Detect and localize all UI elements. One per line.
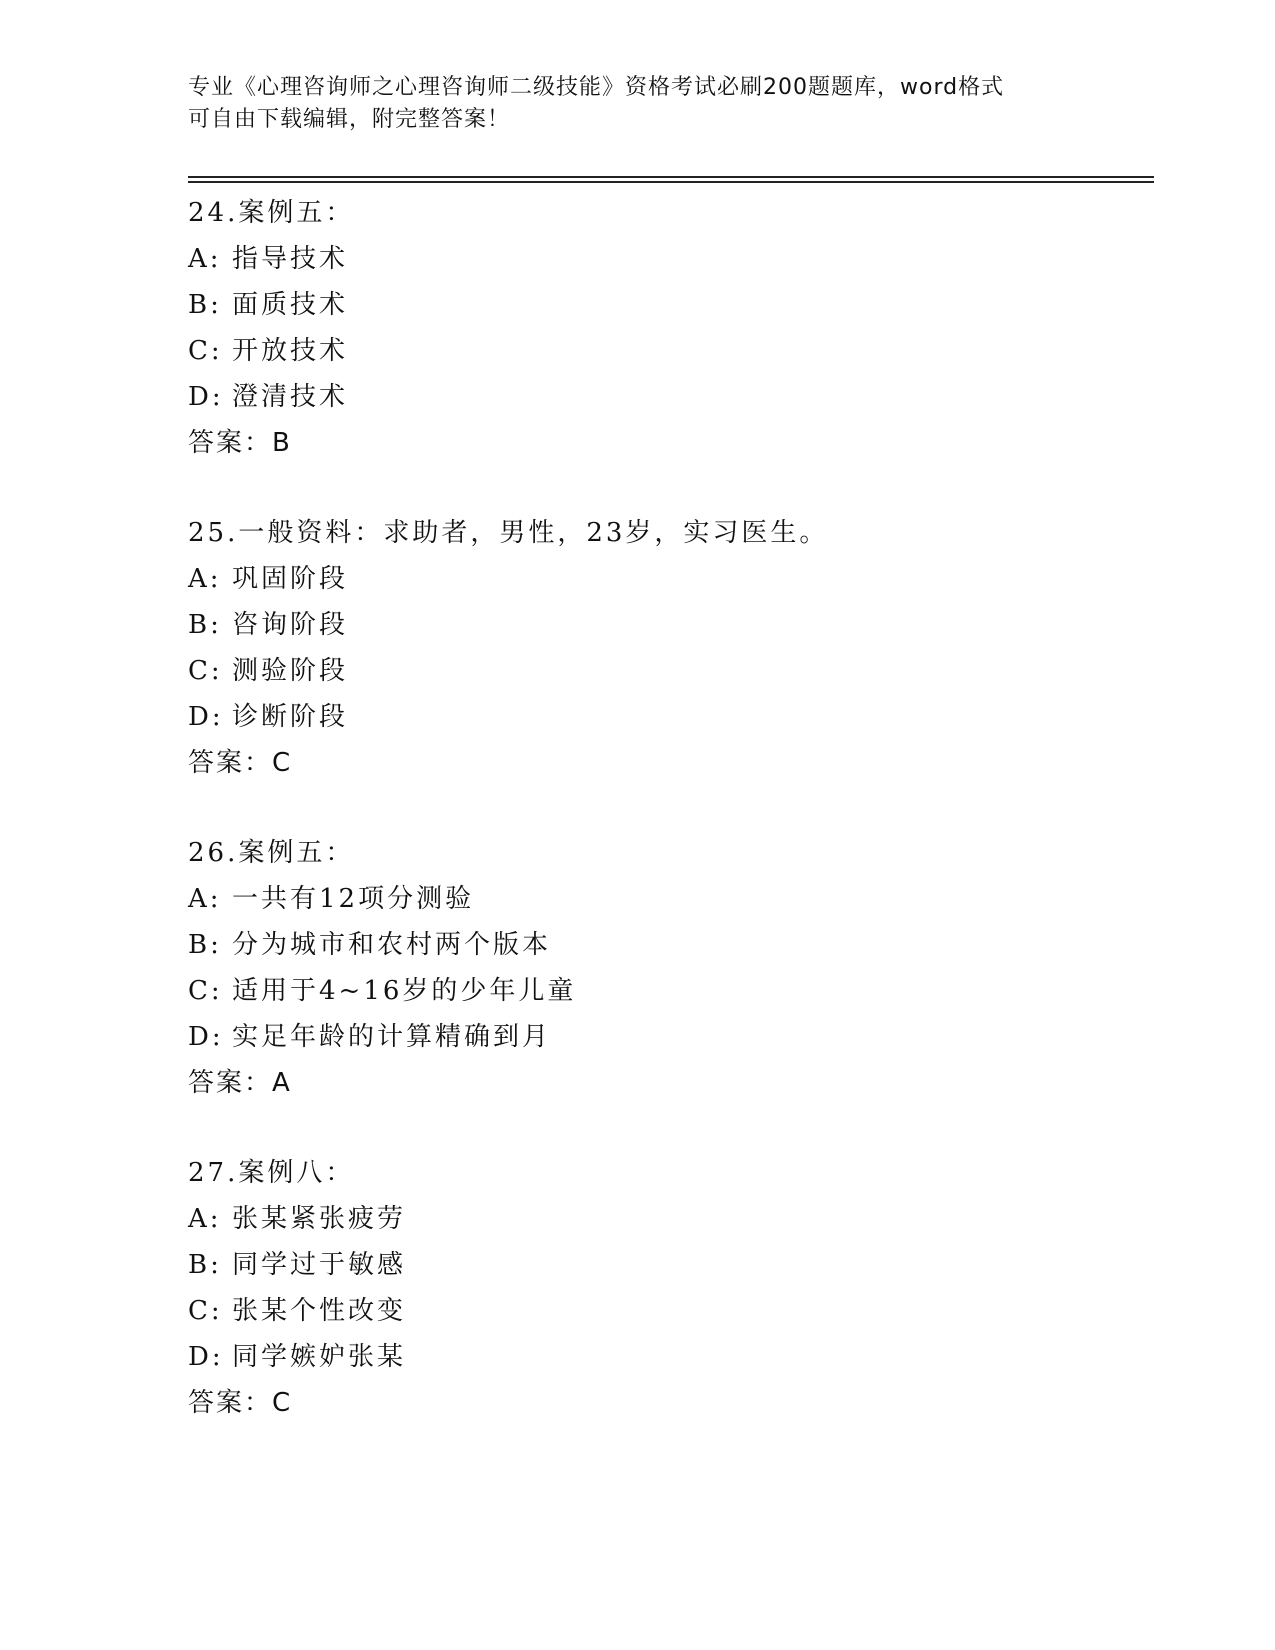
option-c: [188, 648, 1148, 694]
header-divider-bottom: [188, 181, 1154, 183]
option-letter: D:: [188, 702, 224, 732]
option-letter: B:: [188, 930, 222, 960]
option-text: 开放技术: [232, 336, 349, 366]
option-letter: C:: [188, 336, 223, 366]
option-letter: D:: [188, 382, 224, 412]
option-letter: B:: [188, 1250, 222, 1280]
question-24: [188, 190, 1148, 510]
option-c: [188, 328, 1148, 374]
option-text: 分为城市和农村两个版本: [232, 930, 552, 960]
option-letter: C:: [188, 1296, 223, 1326]
option-text: 同学嫉妒张某: [232, 1342, 407, 1372]
option-letter: A:: [188, 244, 222, 274]
option-a: [188, 236, 1148, 282]
option-d: [188, 1014, 1148, 1060]
option-text: 实足年龄的计算精确到月: [232, 1022, 552, 1052]
question-25: [188, 510, 1148, 830]
option-a: [188, 556, 1148, 602]
option-letter: C:: [188, 656, 223, 686]
option-letter: A:: [188, 1204, 222, 1234]
option-text: 同学过于敏感: [232, 1250, 407, 1280]
header-line-2: 可自由下载编辑，附完整答案！: [188, 107, 511, 132]
question-stem: 26.案例五：: [188, 838, 355, 868]
option-letter: D:: [188, 1022, 224, 1052]
option-text: 适用于4~16岁的少年儿童: [232, 976, 577, 1006]
option-text: 测验阶段: [232, 656, 349, 686]
option-letter: A:: [188, 564, 222, 594]
option-text: 指导技术: [232, 244, 349, 274]
option-text: 巩固阶段: [232, 564, 349, 594]
option-d: [188, 374, 1148, 420]
document-header: [188, 72, 1088, 136]
option-text: 咨询阶段: [232, 610, 349, 640]
question-stem: 25.一般资料：求助者，男性，23岁，实习医生。: [188, 518, 829, 548]
option-text: 澄清技术: [232, 382, 349, 412]
question-27: [188, 1150, 1148, 1470]
option-letter: D:: [188, 1342, 224, 1372]
option-text: 诊断阶段: [232, 702, 349, 732]
option-letter: B:: [188, 290, 222, 320]
question-stem: 27.案例八：: [188, 1158, 355, 1188]
option-letter: C:: [188, 976, 223, 1006]
option-text: 面质技术: [232, 290, 349, 320]
option-c: [188, 968, 1148, 1014]
option-b: [188, 922, 1148, 968]
answer-line: 答案：C: [188, 748, 293, 778]
option-d: [188, 1334, 1148, 1380]
option-d: [188, 694, 1148, 740]
header-divider-top: [188, 176, 1154, 178]
question-stem: 24.案例五：: [188, 198, 355, 228]
header-line-1: 专业《心理咨询师之心理咨询师二级技能》资格考试必刷200题题库，word格式: [188, 75, 1005, 100]
option-b: [188, 1242, 1148, 1288]
question-list: [188, 190, 1148, 1470]
option-b: [188, 602, 1148, 648]
option-c: [188, 1288, 1148, 1334]
option-letter: A:: [188, 884, 222, 914]
option-text: 一共有12项分测验: [232, 884, 475, 914]
option-b: [188, 282, 1148, 328]
answer-line: 答案：C: [188, 1388, 293, 1418]
option-a: [188, 1196, 1148, 1242]
answer-line: 答案：B: [188, 428, 292, 458]
option-letter: B:: [188, 610, 222, 640]
option-text: 张某紧张疲劳: [232, 1204, 407, 1234]
option-text: 张某个性改变: [232, 1296, 407, 1326]
option-a: [188, 876, 1148, 922]
answer-line: 答案：A: [188, 1068, 292, 1098]
question-26: [188, 830, 1148, 1150]
